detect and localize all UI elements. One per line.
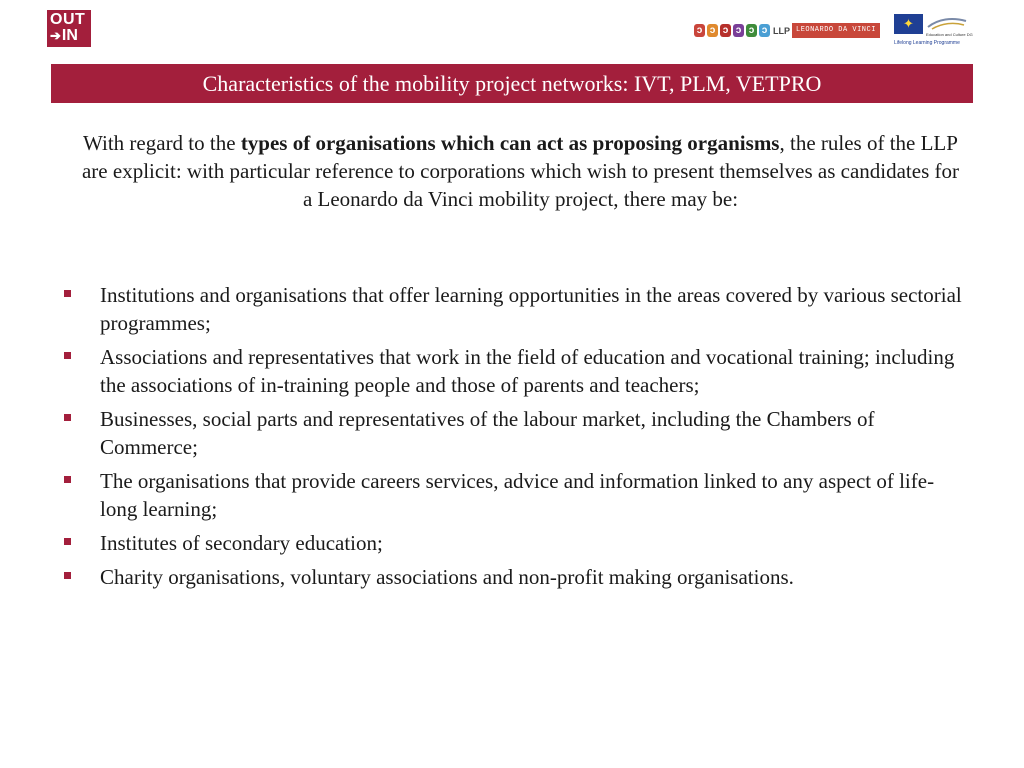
eu-logo	[894, 14, 978, 48]
out-in-logo	[47, 10, 91, 47]
square-bullet-icon	[64, 572, 71, 579]
list-item-text: Institutes of secondary education;	[100, 531, 383, 555]
list-item-text: Institutions and organisations that offer learning opportunities in the areas covered by various sectorial programmes;	[100, 283, 962, 335]
llp-mark: LLP	[773, 25, 790, 36]
logo-in-text: IN	[61, 27, 78, 44]
list-item	[60, 281, 965, 337]
leonardo-da-vinci-logo	[694, 22, 880, 39]
list-item	[60, 405, 965, 461]
logo-line-out: OUT	[50, 11, 86, 28]
arrow-right-icon: ➔	[50, 28, 61, 43]
eu-programme-text: Lifelong Learning Programme	[894, 40, 960, 46]
intro-paragraph	[78, 129, 963, 213]
square-bullet-icon	[64, 476, 71, 483]
slide-title-bar	[51, 64, 973, 103]
education-culture-icon	[926, 15, 968, 31]
swirl-icon: ɔ	[746, 24, 757, 37]
list-item	[60, 529, 965, 557]
swirl-icon: ɔ	[759, 24, 770, 37]
slide-title: Characteristics of the mobility project networks: IVT, PLM, VETPRO	[202, 70, 822, 96]
list-item	[60, 563, 965, 591]
logo-line-in	[50, 27, 78, 45]
intro-suffix: , the rules of the LLP are explicit: with particular reference to corporations which wish to present themselves as candidates for a Leonardo da Vinci mobility project, there may be:	[81, 131, 959, 211]
list-item	[60, 467, 965, 523]
square-bullet-icon	[64, 414, 71, 421]
list-item-text: Businesses, social parts and representatives of the labour market, including the Chambers of Commerce;	[100, 407, 875, 459]
bullet-list	[60, 281, 965, 597]
eu-dg-text: Education and Culture DG	[926, 32, 973, 37]
swirl-icon: ɔ	[720, 24, 731, 37]
swirl-icon: ɔ	[733, 24, 744, 37]
square-bullet-icon	[64, 352, 71, 359]
eu-flag-icon: ✦	[894, 14, 923, 34]
list-item-text: The organisations that provide careers services, advice and information linked to any aspect of life-long learning;	[100, 469, 935, 521]
list-item-text: Charity organisations, voluntary associations and non-profit making organisations.	[100, 565, 794, 589]
square-bullet-icon	[64, 538, 71, 545]
list-item	[60, 343, 965, 399]
intro-prefix: With regard to the	[83, 131, 241, 155]
list-item-text: Associations and representatives that work in the field of education and vocational training; including the associations of in-training people and those of parents and teachers;	[100, 345, 955, 397]
leonardo-da-vinci-label: LEONARDO DA VINCI	[792, 23, 880, 38]
swirl-icon: ɔ	[707, 24, 718, 37]
intro-bold: types of organisations which can act as proposing organisms	[240, 131, 780, 155]
square-bullet-icon	[64, 290, 71, 297]
swirl-icon: ɔ	[694, 24, 705, 37]
